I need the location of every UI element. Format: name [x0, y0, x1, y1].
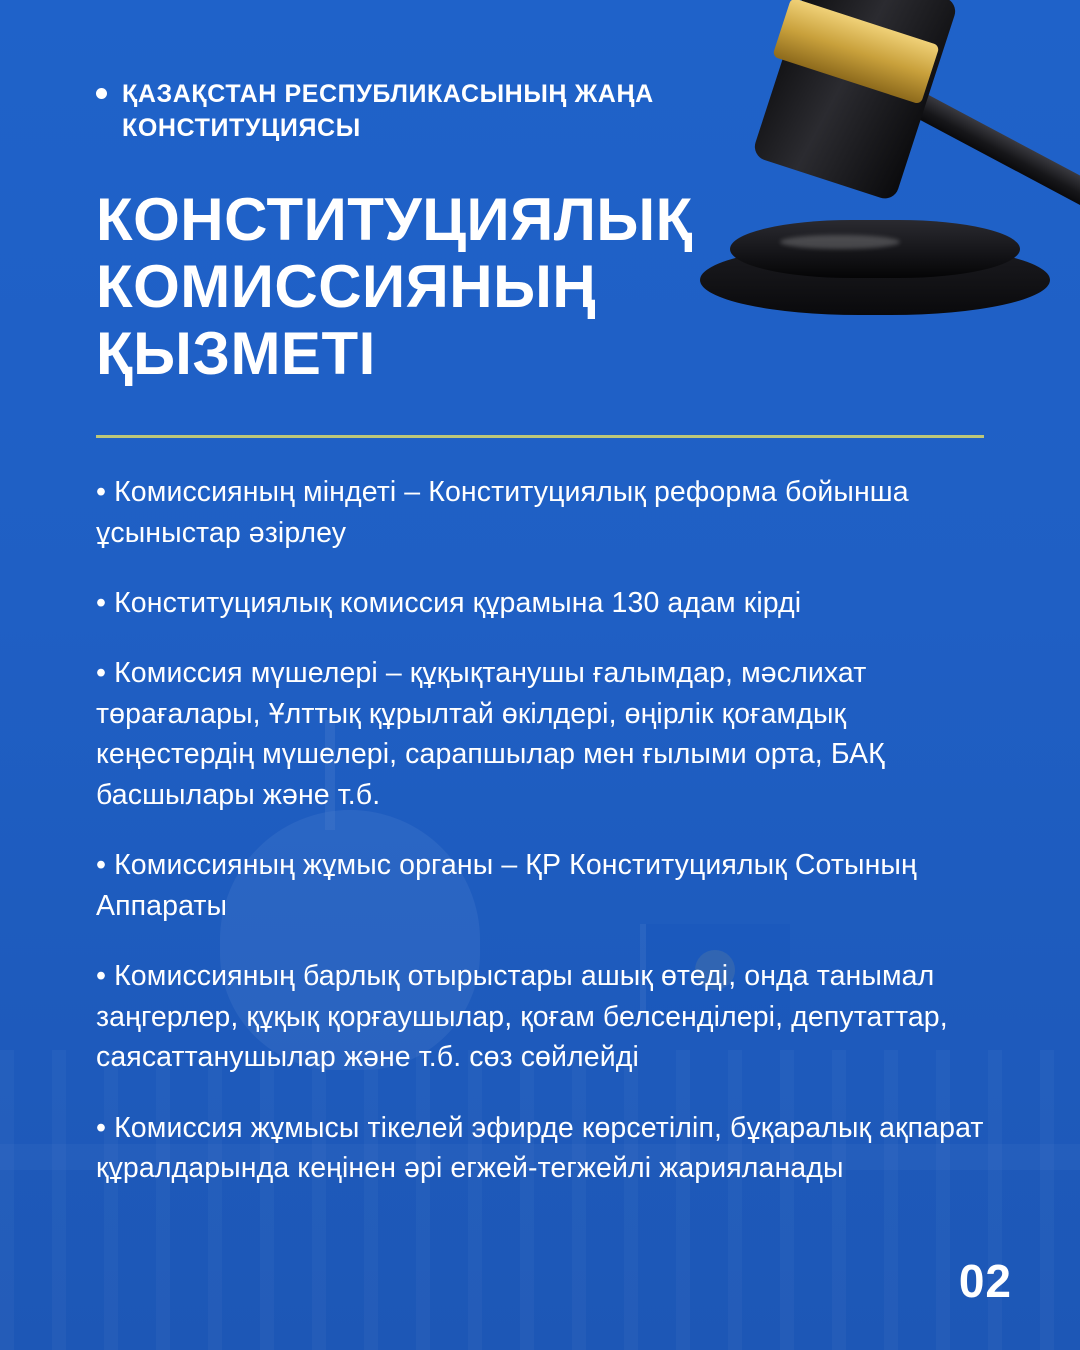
list-item: • Комиссияның жұмыс органы – ҚР Конституциялық Сотының Аппараты — [96, 849, 917, 922]
list-item: • Комиссияның міндеті – Конституциялық реформа бойынша ұсыныстар әзірлеу — [96, 476, 909, 549]
page-number: 02 — [958, 1255, 1012, 1307]
bullet-list — [96, 472, 996, 1189]
eyebrow-text: ҚАЗАҚСТАН РЕСПУБЛИКАСЫНЫҢ ЖАҢА КОНСТИТУЦИЯСЫ — [122, 80, 654, 142]
list-item: • Комиссия жұмысы тікелей эфирде көрсетіліп, бұқаралық ақпарат құралдарында кеңінен әрі егжей-тегжейлі жарияланады — [96, 1111, 984, 1185]
bullet-dot-icon — [96, 88, 107, 99]
list-item: • Комиссияның барлық отырыстары ашық өтеді, онда танымал заңгерлер, құқық қорғаушылар, қоғам белсенділері, депутаттар, саясаттанушылар және т.б. сөз сөйлейді — [96, 960, 948, 1074]
list-item: • Комиссия мүшелері – құқықтанушы ғалымдар, мәслихат төрағалары, Ұлттық құрылтай өкілдері, өңірлік қоғамдық кеңестердің мүшелері, сарапшылар мен ғылыми орта, БАҚ басшылары және т.б. — [96, 657, 885, 811]
list-item: • Конституциялық комиссия құрамына 130 адам кірді — [96, 587, 802, 619]
page-title: КОНСТИТУЦИЯЛЫҚ КОМИССИЯНЫҢ ҚЫЗМЕТІ — [96, 185, 693, 387]
divider — [96, 435, 984, 438]
eyebrow-heading — [96, 78, 716, 146]
